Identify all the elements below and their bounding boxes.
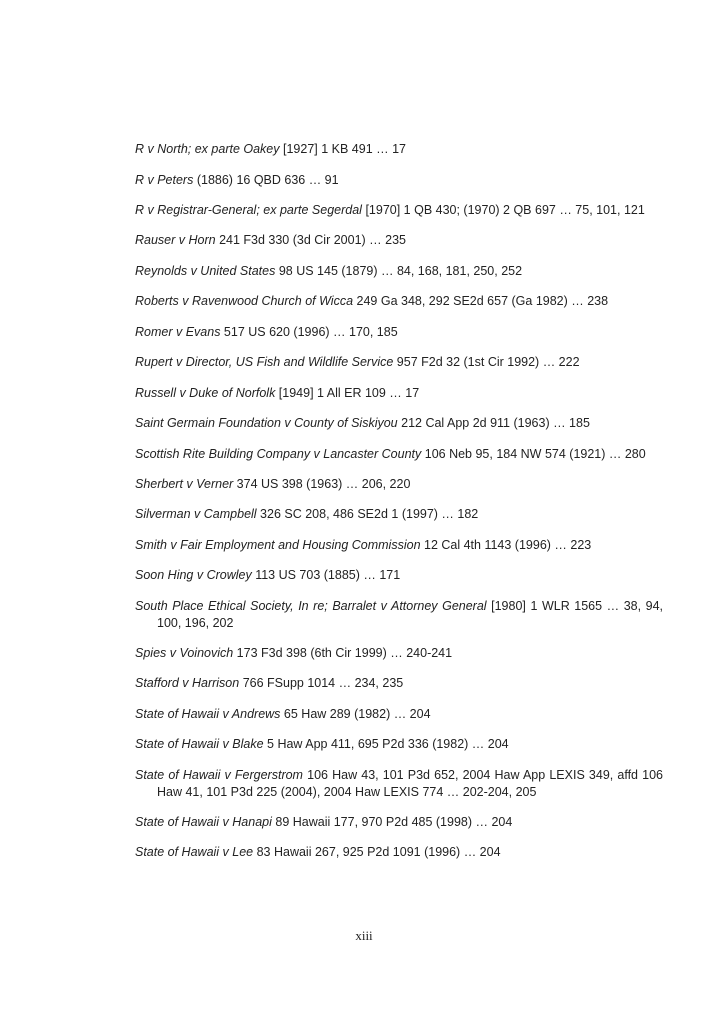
case-name: Soon Hing v Crowley xyxy=(135,568,252,582)
case-entry xyxy=(135,675,663,692)
case-citation: [1927] 1 KB 491 … 17 xyxy=(279,142,406,156)
case-name: Smith v Fair Employment and Housing Commission xyxy=(135,537,421,552)
case-entry xyxy=(135,324,663,341)
case-citation: 957 F2d 32 (1st Cir 1992) … 222 xyxy=(393,355,580,369)
case-citation: 517 US 620 (1996) … 170, 185 xyxy=(220,324,398,339)
case-citation: 106 Haw 43, 101 P3d 652, 2004 Haw App LEXIS 349, affd 106 Haw 41, 101 P3d 225 (2004), 2004 Haw LEXIS 774 … 202-204, 205 xyxy=(157,767,663,799)
case-name: State of Hawaii v Hanapi xyxy=(135,814,272,829)
case-entry xyxy=(135,415,663,432)
case-citation: 83 Hawaii 267, 925 P2d 1091 (1996) … 204 xyxy=(253,845,501,859)
case-entry xyxy=(135,446,663,463)
case-citation: [1949] 1 All ER 109 … 17 xyxy=(275,385,420,400)
case-entry xyxy=(135,354,663,371)
case-entry xyxy=(135,645,663,662)
case-entry xyxy=(135,844,663,861)
case-name: Silverman v Campbell xyxy=(135,507,257,521)
case-name: Spies v Voinovich xyxy=(135,645,234,660)
case-name: State of Hawaii v Fergerstrom xyxy=(135,767,303,782)
case-entry xyxy=(135,385,663,402)
case-name: Reynolds v United States xyxy=(135,263,276,278)
case-name: Rauser v Horn xyxy=(135,233,216,247)
case-name: R v North; ex parte Oakey xyxy=(135,142,280,156)
case-name: R v Peters xyxy=(135,172,194,187)
case-entry xyxy=(135,736,663,753)
case-name: Rupert v Director, US Fish and Wildlife Service xyxy=(135,355,394,369)
case-name: South Place Ethical Society, In re; Barralet v Attorney General xyxy=(135,598,487,613)
case-name: Sherbert v Verner xyxy=(135,476,234,491)
case-name: Scottish Rite Building Company v Lancaster County xyxy=(135,446,422,461)
case-name: State of Hawaii v Blake xyxy=(135,737,264,751)
case-citation: 106 Neb 95, 184 NW 574 (1921) … 280 xyxy=(421,446,646,461)
case-name: R v Registrar-General; ex parte Segerdal xyxy=(135,203,362,217)
case-name: Roberts v Ravenwood Church of Wicca xyxy=(135,294,354,308)
case-entry xyxy=(135,141,663,158)
case-citation: 249 Ga 348, 292 SE2d 657 (Ga 1982) … 238 xyxy=(353,294,609,308)
page-number: xiii xyxy=(355,928,373,943)
case-citation: 65 Haw 289 (1982) … 204 xyxy=(280,706,431,721)
case-citation: 113 US 703 (1885) … 171 xyxy=(251,568,401,582)
case-entry xyxy=(135,476,663,493)
case-citation: 212 Cal App 2d 911 (1963) … 185 xyxy=(397,416,590,430)
case-citation: (1886) 16 QBD 636 … 91 xyxy=(193,172,339,187)
case-entry xyxy=(135,567,663,584)
case-citation: [1980] 1 WLR 1565 … 38, 94, 100, 196, 202 xyxy=(157,598,663,630)
case-entry xyxy=(135,506,663,523)
case-entry xyxy=(135,706,663,723)
case-citation: [1970] 1 QB 430; (1970) 2 QB 697 … 75, 101, 121 xyxy=(361,203,645,217)
case-citation: 241 F3d 330 (3d Cir 2001) … 235 xyxy=(215,233,406,247)
case-entry xyxy=(135,202,663,219)
case-citation: 5 Haw App 411, 695 P2d 336 (1982) … 204 xyxy=(263,737,509,751)
table-of-cases-list xyxy=(135,141,663,875)
case-entry xyxy=(135,293,663,310)
case-citation: 766 FSupp 1014 … 234, 235 xyxy=(239,676,404,690)
case-citation: 326 SC 208, 486 SE2d 1 (1997) … 182 xyxy=(256,507,479,521)
case-citation: 12 Cal 4th 1143 (1996) … 223 xyxy=(420,537,592,552)
case-entry xyxy=(135,814,663,831)
case-entry xyxy=(135,263,663,280)
case-citation: 98 US 145 (1879) … 84, 168, 181, 250, 252 xyxy=(275,263,523,278)
case-entry xyxy=(135,767,663,801)
case-name: Russell v Duke of Norfolk xyxy=(135,385,276,400)
case-entry xyxy=(135,232,663,249)
case-name: Stafford v Harrison xyxy=(135,676,240,690)
case-name: Romer v Evans xyxy=(135,324,221,339)
case-entry xyxy=(135,537,663,554)
case-citation: 89 Hawaii 177, 970 P2d 485 (1998) … 204 xyxy=(271,814,513,829)
case-name: Saint Germain Foundation v County of Siskiyou xyxy=(135,416,398,430)
case-name: State of Hawaii v Andrews xyxy=(135,706,281,721)
case-entry xyxy=(135,598,663,632)
case-citation: 173 F3d 398 (6th Cir 1999) … 240-241 xyxy=(233,645,453,660)
case-entry xyxy=(135,172,663,189)
case-citation: 374 US 398 (1963) … 206, 220 xyxy=(233,476,411,491)
case-name: State of Hawaii v Lee xyxy=(135,845,254,859)
